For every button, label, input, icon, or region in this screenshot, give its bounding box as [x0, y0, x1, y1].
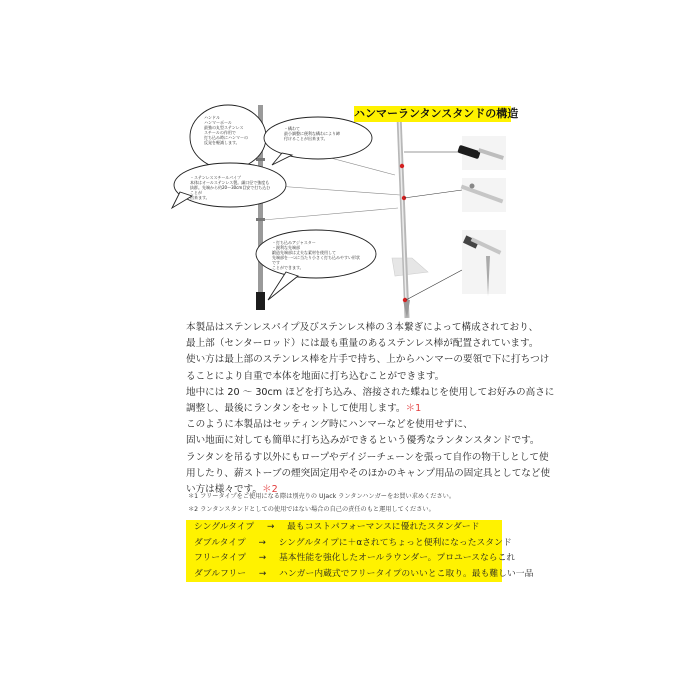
type-desc: 最もコストパフォーマンスに優れたスタンダード	[287, 522, 480, 532]
pole-tip	[256, 292, 265, 310]
marker-dot	[400, 164, 404, 168]
footnote: ＊2 ランタンスタンドとしての使用ではない場合の自己の責任のもと運用してください。	[188, 506, 435, 513]
callout-tip-text: ・打ち込みアジャスター ・鋭利な先端部 鍛造先端部は丈夫な素材を使用して 先端部を一つに当たり小さく打ち込みやすい形状です ことができます。	[272, 240, 360, 270]
type-item	[186, 536, 512, 552]
callout-bracket-text: ・構わて 最小調整に便利な構わにより締 付けることが出来ます。	[284, 126, 340, 141]
description-line: ることにより自重で本体を地面に打ち込むことができます。	[186, 370, 445, 382]
type-list	[186, 520, 534, 582]
description-line: ランタンを吊るす以外にもロープやデイジーチェーンを張って自作の物干しとして使	[186, 451, 549, 463]
type-name: ダブルタイプ	[194, 537, 246, 548]
description-line: 本製品はステンレスパイプ及びステンレス棒の３本繋ぎによって構成されており、	[186, 322, 539, 333]
type-desc: 基本性能を強化したオールラウンダー。プロユースならこれ	[278, 553, 516, 563]
arrow-icon: →	[258, 537, 266, 548]
arrow-icon: →	[258, 568, 267, 579]
footnotes	[188, 490, 455, 516]
type-name: ダブルフリー	[194, 568, 247, 579]
tip-photo	[462, 230, 506, 296]
description-line: 最上部（センターロッド）には最も重量のあるステンレス棒が配置されています。	[186, 338, 539, 350]
type-item	[186, 551, 516, 567]
type-name: フリータイプ	[194, 553, 246, 563]
type-name: シングルタイプ	[194, 522, 255, 532]
footnote: ＊1 フリータイプをご使用になる際は別売りの UJack ランタンハンガーをお買い求めください。	[188, 493, 456, 500]
footnote-mark: ＊1	[405, 403, 422, 415]
footnote-mark: ＊2	[261, 484, 278, 496]
structure-illustration	[0, 0, 700, 320]
description-line: このように本製品はセッティング時にハンマーなどを使用せずに、	[186, 419, 473, 431]
arrow-icon: →	[266, 522, 275, 532]
type-item	[186, 520, 502, 536]
description	[186, 320, 555, 498]
description-line: 地中には 20 ～ 30cm ほどを打ち込み、溶接された蝶ねじを使用してお好みの高さに	[186, 386, 555, 398]
diagram-title: ハンマーランタンスタンドの構造	[354, 107, 519, 120]
description-line: い方は様々です。＊2	[186, 484, 278, 496]
type-desc: シングルタイプに＋αされてちょっと便利になったスタンド	[278, 537, 512, 548]
structure-diagram	[0, 0, 700, 320]
type-desc: ハンガー内蔵式でフリータイプのいいとこ取り。最も難しい一品	[279, 568, 534, 579]
ground-sketch	[392, 258, 428, 276]
arrow-icon: →	[258, 553, 267, 563]
description-line: 使い方は最上部のステンレス棒を片手で持ち、上からハンマーの要領で下に打ちつけ	[186, 354, 550, 366]
description-line: 調整し、最後にランタンをセットして使用します。＊1	[186, 403, 422, 415]
type-item	[186, 567, 534, 583]
callout-handle-text: ハンドル ハンマーポール 最強の丸型ステンレス スチールの作用で 打ち込み時にハンマーの 反発を軽減します。	[204, 115, 248, 145]
callout-pipe-text: ・ステンレススチールパイプ 本体はオールステンレス製。細口径で強度も 抜群。先端から約20～30cm目安で打ち込むことが 出来ます。	[190, 175, 271, 200]
bracket-photo	[461, 178, 506, 212]
description-line: 用したり、薪ストーブの煙突固定用やそのほかのキャンプ用品の固定具としてなど使	[186, 467, 551, 479]
pole-joint	[256, 218, 265, 221]
handle-photo	[457, 136, 506, 170]
description-line: 固い地面に対しても簡単に打ち込みができるという優秀なランタンスタンドです。	[186, 435, 540, 447]
pole-joint	[256, 158, 265, 161]
